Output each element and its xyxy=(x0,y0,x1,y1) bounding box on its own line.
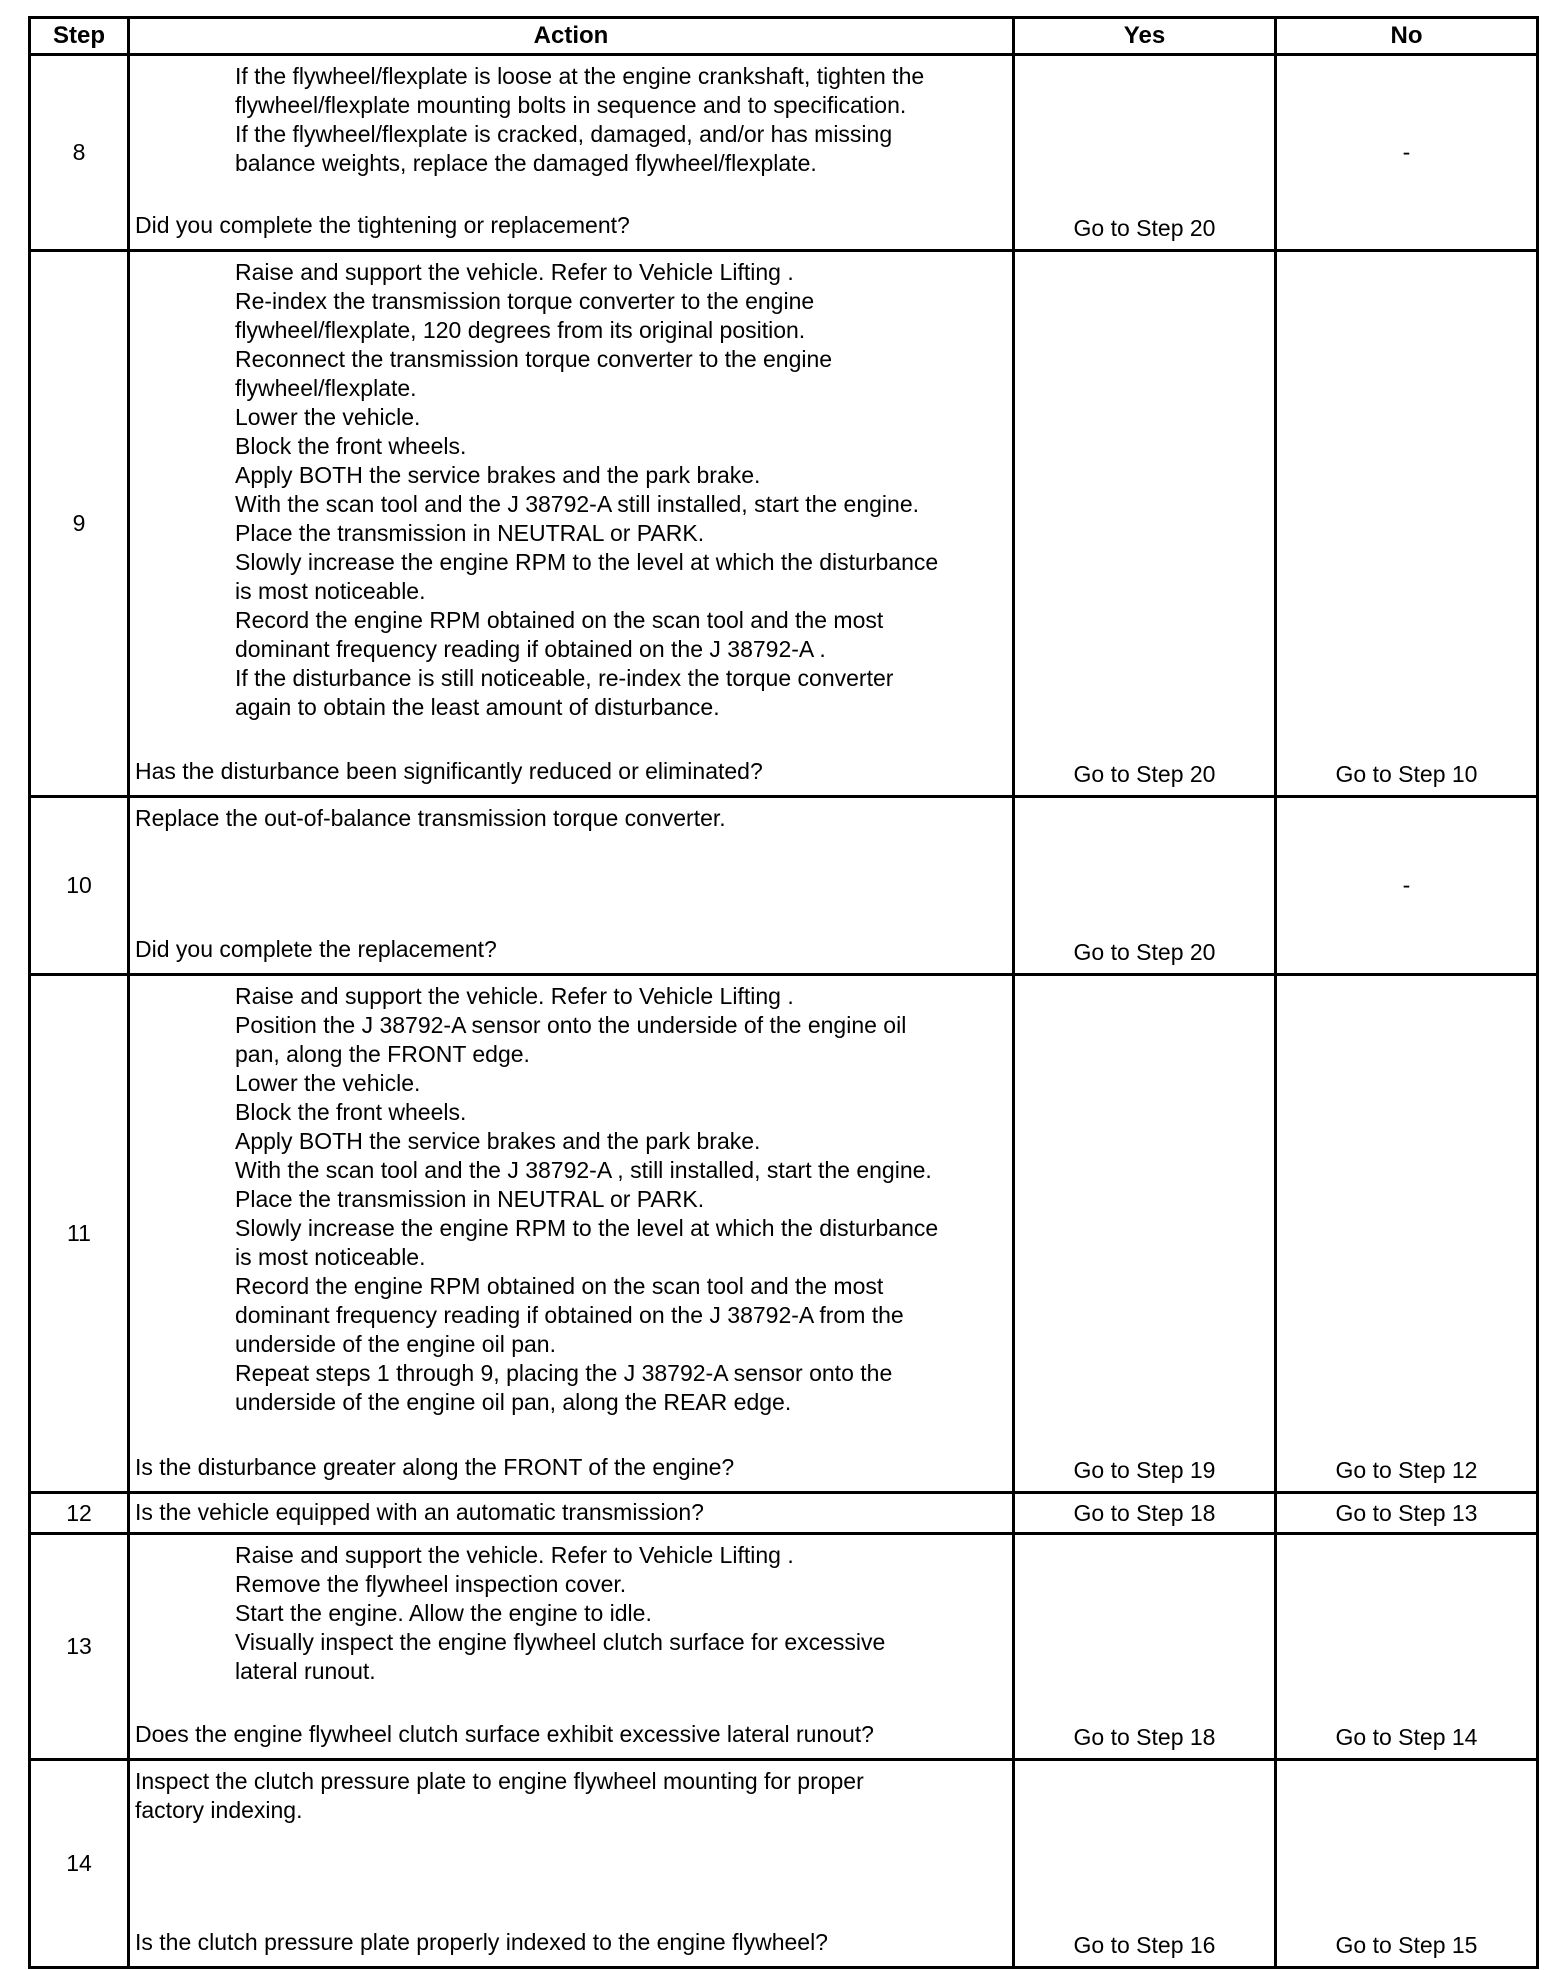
yes-cell xyxy=(1014,1493,1276,1534)
action-line: Raise and support the vehicle. Refer to Vehicle Lifting . xyxy=(235,1542,794,1568)
header-step: Step xyxy=(30,18,129,55)
header-row xyxy=(30,18,1538,55)
action-line: If the disturbance is still noticeable, re-index the torque converter xyxy=(235,665,894,691)
yes-answer: Go to Step 18 xyxy=(1073,1724,1216,1750)
table-row-step-14 xyxy=(30,1760,1538,1968)
action-question: Is the clutch pressure plate properly indexed to the engine flywheel? xyxy=(135,1929,828,1955)
no-cell xyxy=(1276,1534,1538,1760)
action-line: Place the transmission in NEUTRAL or PARK. xyxy=(235,1186,705,1212)
action-question: Is the vehicle equipped with an automatic transmission? xyxy=(135,1499,704,1525)
action-question: Did you complete the tightening or replacement? xyxy=(135,212,630,238)
step-number: 8 xyxy=(30,55,129,251)
header-yes: Yes xyxy=(1014,18,1276,55)
step-number: 13 xyxy=(30,1534,129,1760)
action-line: Repeat steps 1 through 9, placing the J 38792-A sensor onto the xyxy=(235,1360,893,1386)
action-cell xyxy=(129,975,1014,1493)
action-cell xyxy=(129,1534,1014,1760)
action-line: Inspect the clutch pressure plate to engine flywheel mounting for proper xyxy=(135,1768,864,1794)
no-cell xyxy=(1276,797,1538,975)
action-line: Raise and support the vehicle. Refer to Vehicle Lifting . xyxy=(235,259,794,285)
table-row-step-11 xyxy=(30,975,1538,1493)
action-line: If the flywheel/flexplate is loose at the engine crankshaft, tighten the xyxy=(235,63,925,89)
action-line: underside of the engine oil pan. xyxy=(235,1331,556,1357)
action-question: Is the disturbance greater along the FRONT of the engine? xyxy=(135,1454,735,1480)
action-line: flywheel/flexplate, 120 degrees from its original position. xyxy=(235,317,806,343)
table-row-step-9 xyxy=(30,251,1538,797)
action-instructions xyxy=(135,62,1004,178)
action-line: underside of the engine oil pan, along the REAR edge. xyxy=(235,1389,792,1415)
no-cell xyxy=(1276,1493,1538,1534)
action-instructions xyxy=(135,804,1004,833)
table-row-step-10 xyxy=(30,797,1538,975)
action-line: again to obtain the least amount of disturbance. xyxy=(235,694,720,720)
action-question: Did you complete the replacement? xyxy=(135,936,497,962)
action-line: Replace the out-of-balance transmission torque converter. xyxy=(135,805,726,831)
table-row-step-12 xyxy=(30,1493,1538,1534)
action-instructions xyxy=(135,1767,1004,1825)
action-line: factory indexing. xyxy=(135,1797,303,1823)
action-line: With the scan tool and the J 38792-A still installed, start the engine. xyxy=(235,491,920,517)
yes-answer: Go to Step 20 xyxy=(1073,939,1216,965)
action-instructions xyxy=(135,258,1004,722)
diagnostic-page xyxy=(28,16,1536,1969)
action-line: Remove the flywheel inspection cover. xyxy=(235,1571,627,1597)
no-cell xyxy=(1276,55,1538,251)
action-line: is most noticeable. xyxy=(235,1244,426,1270)
action-line: Place the transmission in NEUTRAL or PARK. xyxy=(235,520,705,546)
action-line: Apply BOTH the service brakes and the park brake. xyxy=(235,462,761,488)
action-line: flywheel/flexplate. xyxy=(235,375,417,401)
yes-answer: Go to Step 18 xyxy=(1073,1499,1216,1526)
action-line: Re-index the transmission torque converter to the engine xyxy=(235,288,815,314)
no-answer: Go to Step 15 xyxy=(1335,1932,1478,1958)
action-line: With the scan tool and the J 38792-A , still installed, start the engine. xyxy=(235,1157,932,1183)
step-number: 10 xyxy=(30,797,129,975)
yes-answer: Go to Step 20 xyxy=(1073,215,1216,241)
no-answer: - xyxy=(1402,872,1411,898)
action-line: Visually inspect the engine flywheel clutch surface for excessive xyxy=(235,1629,886,1655)
no-cell xyxy=(1276,1760,1538,1968)
no-cell xyxy=(1276,975,1538,1493)
action-line: Apply BOTH the service brakes and the park brake. xyxy=(235,1128,761,1154)
table-row-step-13 xyxy=(30,1534,1538,1760)
step-number: 9 xyxy=(30,251,129,797)
no-answer: Go to Step 14 xyxy=(1335,1724,1478,1750)
action-instructions xyxy=(135,1541,1004,1686)
action-line: Slowly increase the engine RPM to the level at which the disturbance xyxy=(235,549,939,575)
action-question: Has the disturbance been significantly reduced or eliminated? xyxy=(135,758,763,784)
action-line: Lower the vehicle. xyxy=(235,404,421,430)
step-number: 11 xyxy=(30,975,129,1493)
action-line: Record the engine RPM obtained on the scan tool and the most xyxy=(235,607,884,633)
no-answer: Go to Step 10 xyxy=(1335,761,1478,787)
action-line: flywheel/flexplate mounting bolts in sequence and to specification. xyxy=(235,92,907,118)
table-row-step-8 xyxy=(30,55,1538,251)
step-number: 12 xyxy=(30,1493,129,1534)
action-instructions xyxy=(135,982,1004,1417)
action-line: Lower the vehicle. xyxy=(235,1070,421,1096)
action-cell xyxy=(129,1760,1014,1968)
action-line: balance weights, replace the damaged flywheel/flexplate. xyxy=(235,150,817,176)
yes-cell xyxy=(1014,1760,1276,1968)
action-line: Block the front wheels. xyxy=(235,433,467,459)
step-number: 14 xyxy=(30,1760,129,1968)
action-cell xyxy=(129,1493,1014,1534)
yes-cell xyxy=(1014,251,1276,797)
action-line: pan, along the FRONT edge. xyxy=(235,1041,530,1067)
yes-answer: Go to Step 20 xyxy=(1073,761,1216,787)
no-answer: - xyxy=(1402,139,1411,165)
action-question: Does the engine flywheel clutch surface exhibit excessive lateral runout? xyxy=(135,1721,874,1747)
action-line: Slowly increase the engine RPM to the level at which the disturbance xyxy=(235,1215,939,1241)
action-line: dominant frequency reading if obtained on the J 38792-A . xyxy=(235,636,826,662)
yes-answer: Go to Step 19 xyxy=(1073,1457,1216,1483)
action-line: Position the J 38792-A sensor onto the underside of the engine oil xyxy=(235,1012,907,1038)
action-line: lateral runout. xyxy=(235,1658,376,1684)
yes-cell xyxy=(1014,1534,1276,1760)
yes-answer: Go to Step 16 xyxy=(1073,1932,1216,1958)
action-line: Record the engine RPM obtained on the scan tool and the most xyxy=(235,1273,884,1299)
action-line: Block the front wheels. xyxy=(235,1099,467,1125)
no-cell xyxy=(1276,251,1538,797)
yes-cell xyxy=(1014,797,1276,975)
action-line: Start the engine. Allow the engine to idle. xyxy=(235,1600,652,1626)
no-answer: Go to Step 13 xyxy=(1335,1499,1478,1526)
action-cell xyxy=(129,251,1014,797)
action-line: If the flywheel/flexplate is cracked, damaged, and/or has missing xyxy=(235,121,893,147)
diagnostic-table xyxy=(28,16,1539,1969)
action-cell xyxy=(129,55,1014,251)
no-answer: Go to Step 12 xyxy=(1335,1457,1478,1483)
action-cell xyxy=(129,797,1014,975)
action-line: is most noticeable. xyxy=(235,578,426,604)
action-line: dominant frequency reading if obtained on the J 38792-A from the xyxy=(235,1302,904,1328)
action-line: Raise and support the vehicle. Refer to Vehicle Lifting . xyxy=(235,983,794,1009)
header-no: No xyxy=(1276,18,1538,55)
yes-cell xyxy=(1014,975,1276,1493)
yes-cell xyxy=(1014,55,1276,251)
header-action: Action xyxy=(129,18,1014,55)
action-line: Reconnect the transmission torque converter to the engine xyxy=(235,346,833,372)
